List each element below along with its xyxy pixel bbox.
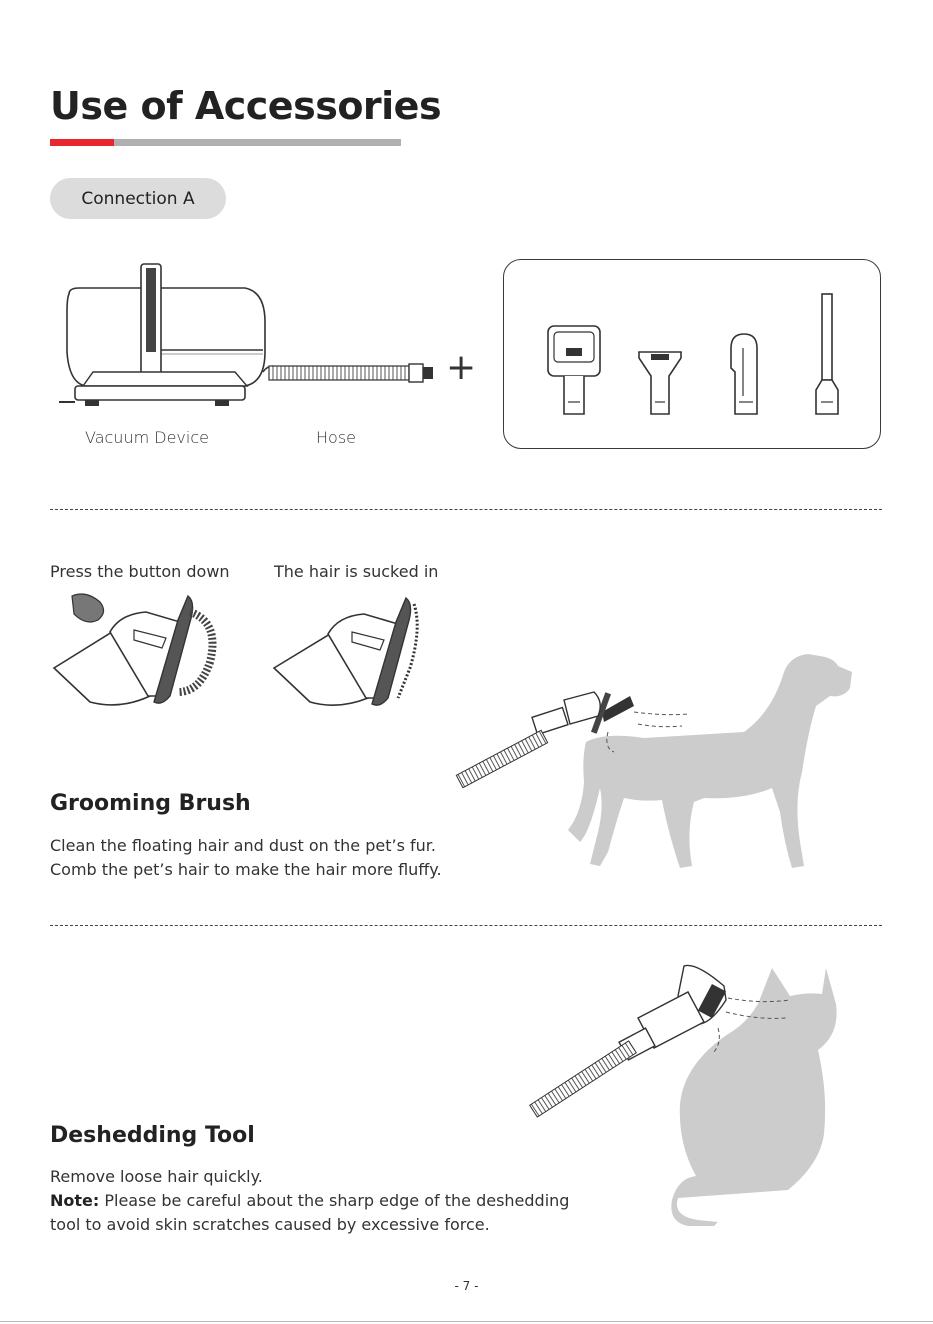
plus-symbol: + bbox=[446, 347, 477, 388]
page-number: - 7 - bbox=[454, 1279, 479, 1293]
connection-a-badge: Connection A bbox=[50, 178, 226, 219]
accessory-deshedding-tool-icon bbox=[637, 348, 683, 418]
step-press-button-label: Press the button down bbox=[50, 562, 230, 581]
grooming-brush-heading: Grooming Brush bbox=[50, 791, 251, 816]
title-underline bbox=[114, 139, 401, 146]
title-underline-accent bbox=[50, 139, 114, 146]
dog-grooming-illustration bbox=[454, 652, 854, 874]
page-bottom-rule bbox=[0, 1321, 933, 1322]
accessory-nozzle-icon bbox=[727, 332, 761, 418]
grooming-brush-desc-line2: Comb the pet’s hair to make the hair more fluffy. bbox=[50, 860, 442, 879]
cat-deshedding-illustration bbox=[528, 964, 838, 1226]
hair-sucked-illustration bbox=[272, 598, 424, 710]
hose-illustration bbox=[263, 362, 438, 386]
vacuum-device-label: Vacuum Device bbox=[85, 428, 209, 447]
page-title: Use of Accessories bbox=[50, 84, 442, 128]
note-text: Please be careful about the sharp edge of the deshedding bbox=[99, 1191, 570, 1210]
step-hair-sucked-label: The hair is sucked in bbox=[274, 562, 439, 581]
hose-label: Hose bbox=[316, 428, 356, 447]
vacuum-device-illustration bbox=[55, 262, 270, 412]
accessory-grooming-brush-icon bbox=[546, 322, 602, 418]
deshedding-desc-line3: tool to avoid skin scratches caused by excessive force. bbox=[50, 1215, 490, 1234]
deshedding-note-line bbox=[50, 1189, 569, 1213]
section-divider bbox=[50, 509, 882, 510]
accessory-crevice-tool-icon bbox=[812, 292, 842, 418]
note-label: Note: bbox=[50, 1191, 100, 1210]
deshedding-desc-line1: Remove loose hair quickly. bbox=[50, 1167, 263, 1186]
section-divider bbox=[50, 925, 882, 926]
grooming-brush-desc-line1: Clean the floating hair and dust on the pet’s fur. bbox=[50, 836, 436, 855]
press-button-illustration bbox=[50, 592, 222, 710]
deshedding-tool-heading: Deshedding Tool bbox=[50, 1123, 255, 1148]
